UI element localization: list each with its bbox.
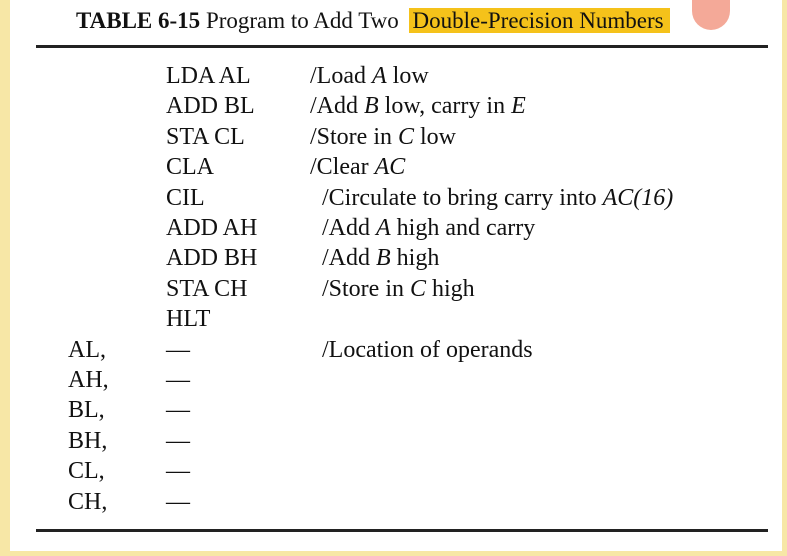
line-label: AH, <box>68 367 109 393</box>
annotation-mark <box>692 0 730 30</box>
line-comment: /Clear AC <box>310 154 406 181</box>
document-page <box>10 0 782 551</box>
line-instruction: ADD AH <box>166 215 258 241</box>
line-label: CL, <box>68 458 105 485</box>
line-instruction: STA CL <box>166 123 245 150</box>
line-instruction: — <box>166 397 190 424</box>
table-title <box>76 6 670 36</box>
highlighted-caption: Double-Precision Numbers <box>409 8 670 33</box>
table-number: TABLE 6-15 <box>76 8 201 33</box>
line-comment: /Store in C low <box>310 123 457 150</box>
top-rule <box>36 45 768 48</box>
line-instruction: STA CH <box>166 275 248 302</box>
line-instruction: ADD BL <box>166 93 255 120</box>
line-label: BL, <box>68 397 105 424</box>
line-instruction: CLA <box>166 154 214 181</box>
line-instruction: ADD BH <box>166 245 258 272</box>
line-comment: /Add B low, carry in E <box>310 93 526 120</box>
line-instruction: — <box>166 488 190 515</box>
line-instruction: — <box>166 458 190 485</box>
line-instruction: — <box>166 427 190 454</box>
line-label: AL, <box>68 336 106 363</box>
table-caption: Program to Add Two <box>205 8 399 33</box>
line-instruction: HLT <box>166 306 211 333</box>
line-instruction: — <box>166 367 190 393</box>
bottom-rule <box>36 529 768 532</box>
line-comment: /Add B high <box>322 245 440 272</box>
line-instruction: LDA AL <box>166 63 251 89</box>
line-comment: /Circulate to bring carry into AC(16) <box>322 184 674 211</box>
line-comment: /Location of operands <box>322 336 533 363</box>
line-instruction: CIL <box>166 184 205 211</box>
line-comment: /Load A low <box>310 63 429 89</box>
line-label: BH, <box>68 427 108 454</box>
line-instruction: — <box>166 336 190 363</box>
line-comment: /Add A high and carry <box>322 215 536 241</box>
line-comment: /Store in C high <box>322 275 475 302</box>
line-label: CH, <box>68 488 108 515</box>
